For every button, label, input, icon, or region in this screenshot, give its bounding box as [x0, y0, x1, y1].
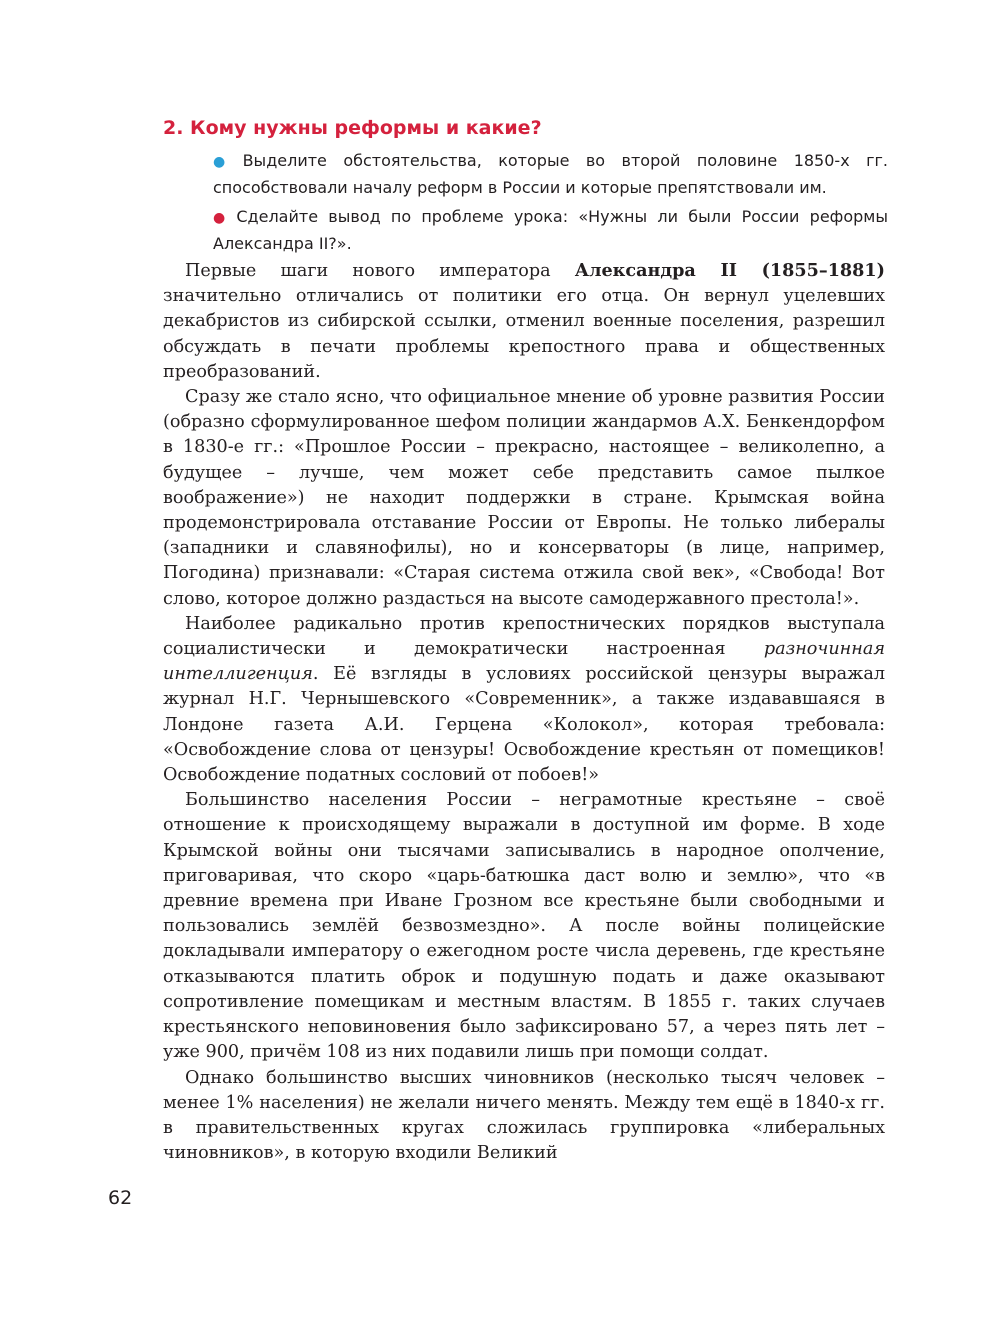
paragraph-text: значительно отличались от политики его отца. Он вернул уцелевших декабристов из сибирской ссылки, отменил военные поселения, разрешил обсуждать в печати проблемы крепостного права и общественных преобразований. [163, 286, 885, 382]
emperor-name: Александра II (1855–1881) [574, 260, 885, 281]
section-heading: 2. Кому нужны реформы и какие? [163, 117, 542, 139]
paragraph-text: Первые шаги нового императора [185, 261, 575, 281]
page-number: 62 [108, 1187, 133, 1209]
paragraph [163, 612, 885, 788]
task-item [213, 204, 888, 256]
task-text: Выделите обстоятельства, которые во второй половине 1850-х гг. способствовали началу реформ в России и которые препятствовали им. [213, 151, 888, 197]
paragraph: Однако большинство высших чиновников (несколько тысяч человек – менее 1% населения) не желали ничего менять. Между тем ещё в 1840-х гг. в правительственных кругах сложилась группировка «либеральных чиновников», в которую входили Великий [163, 1067, 885, 1164]
task-text: Сделайте вывод по проблеме урока: «Нужны ли были России реформы Александра II?». [213, 207, 888, 253]
term-italic: разночинная интеллигенция [163, 639, 885, 685]
paragraph-text: . Её взгляды в условиях российской цензуры выражал журнал Н.Г. Чернышевского «Современник», а также издававшаяся в Лондоне газета А.И. Герцена «Колокол», которая требовала: «Освобождение слова от цензуры! Освобождение крестьян от помещиков! Освобождение податных сословий от побоев!» [163, 664, 885, 786]
body-text [163, 258, 885, 1166]
paragraph-text: Наиболее радикально против крепостнических порядков выступала социалистически и демократически настроенная [163, 613, 885, 660]
bullet-blue-icon: ● [213, 154, 237, 170]
paragraph: Сразу же стало ясно, что официальное мнение об уровне развития России (образно сформулированное шефом полиции жандармов А.Х. Бенкендорфом в 1830-е гг.: «Прошлое России – прекрасно, настоящее – великолепно, а будущее – лучше, чем может себе представить самое пылкое воображение») не находит поддержки в стране. Крымская война продемонстрировала отставание России от Европы. Не только либералы (западники и славянофилы), но и консерваторы (в лице, например, Погодина) признавали: «Старая система отжила свой век», «Свобода! Вот слово, которое должно раздасться на высоте самодержавного престола!». [163, 387, 885, 609]
paragraph: Большинство населения России – неграмотные крестьяне – своё отношение к происходящему выражали в доступной им форме. В ходе Крымской войны они тысячами записывались в народное ополчение, приговаривая, что скоро «царь-батюшка даст волю и землю», что «в древние времена при Иване Грозном все крестьяне были свободными и пользовались землёй безвозмездно». А после войны полицейские докладывали императору о ежегодном росте числа деревень, где крестьяне отказываются платить оброк и подушную подать и даже оказывают сопротивление помещикам и местным властям. В 1855 г. таких случаев крестьянского неповиновения было зафиксировано 57, а через пять лет – уже 900, причём 108 из них подавили лишь при помощи солдат. [163, 790, 885, 1063]
paragraph [163, 258, 885, 385]
bullet-red-icon: ● [213, 210, 231, 226]
task-item [213, 148, 888, 200]
task-list [213, 148, 888, 260]
